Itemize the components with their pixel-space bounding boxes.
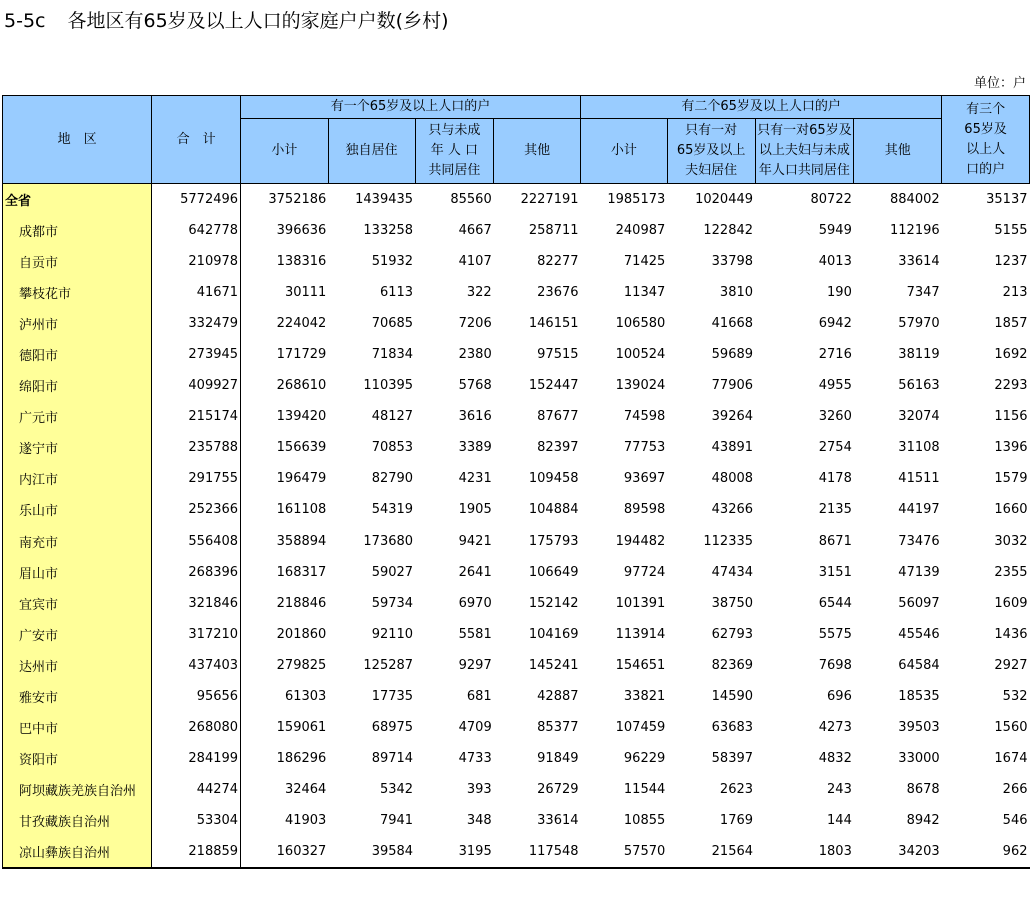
table-row bbox=[3, 588, 1030, 619]
value-cell: 44197 bbox=[898, 502, 940, 518]
region-name-cell: 达州市 bbox=[3, 650, 152, 681]
value-cell: 82369 bbox=[711, 657, 754, 673]
value-cell: 186296 bbox=[276, 750, 327, 766]
value-cell: 5342 bbox=[379, 781, 414, 797]
table-row bbox=[3, 339, 1030, 370]
value-cell: 3032 bbox=[994, 533, 1028, 549]
value-cell: 3752186 bbox=[268, 192, 327, 208]
value-cell: 5772496 bbox=[152, 184, 241, 216]
value-cell: 218846 bbox=[276, 595, 327, 611]
value-cell: 10855 bbox=[623, 812, 666, 828]
value-cell: 51932 bbox=[371, 254, 414, 270]
value-cell: 63683 bbox=[711, 719, 754, 735]
value-cell: 642778 bbox=[152, 215, 241, 246]
value-cell: 201860 bbox=[276, 626, 327, 642]
value-cell: 44274 bbox=[152, 774, 241, 805]
value-cell: 89598 bbox=[623, 502, 666, 518]
value-cell: 2135 bbox=[818, 502, 852, 518]
value-cell: 1857 bbox=[994, 316, 1028, 332]
value-cell: 6113 bbox=[379, 285, 414, 301]
header-two-other: 其他 bbox=[854, 119, 942, 184]
data-table bbox=[2, 95, 1030, 869]
value-cell: 80722 bbox=[810, 192, 852, 208]
value-cell: 33000 bbox=[898, 750, 940, 766]
value-cell: 100524 bbox=[615, 347, 666, 363]
value-cell: 104169 bbox=[528, 626, 579, 642]
value-cell: 1237 bbox=[994, 254, 1028, 270]
value-cell: 73476 bbox=[898, 533, 940, 549]
value-cell: 21564 bbox=[667, 836, 755, 868]
value-cell: 93697 bbox=[623, 471, 666, 487]
value-cell: 4178 bbox=[818, 471, 852, 487]
table-row bbox=[3, 805, 1030, 836]
value-cell: 139024 bbox=[615, 378, 666, 394]
value-cell: 85377 bbox=[537, 719, 579, 735]
table-row bbox=[3, 463, 1030, 494]
value-cell: 152142 bbox=[528, 595, 579, 611]
value-cell: 240987 bbox=[615, 223, 666, 239]
value-cell: 95656 bbox=[152, 681, 241, 712]
value-cell: 48008 bbox=[711, 471, 754, 487]
value-cell: 1396 bbox=[994, 440, 1028, 456]
value-cell: 32464 bbox=[284, 781, 327, 797]
value-cell: 82790 bbox=[371, 471, 414, 487]
value-cell: 224042 bbox=[276, 316, 327, 332]
header-two-elders: 有二个65岁及以上人口的户 bbox=[581, 96, 942, 119]
table-row bbox=[3, 743, 1030, 774]
table-row bbox=[3, 774, 1030, 805]
value-cell: 268610 bbox=[276, 378, 327, 394]
region-name-cell: 眉山市 bbox=[3, 557, 152, 588]
value-cell: 41511 bbox=[898, 471, 940, 487]
value-cell: 17735 bbox=[371, 688, 414, 704]
header-two-subtotal: 小计 bbox=[581, 119, 668, 184]
value-cell: 279825 bbox=[276, 657, 327, 673]
value-cell: 7941 bbox=[379, 812, 414, 828]
region-name-cell: 雅安市 bbox=[3, 681, 152, 712]
value-cell: 6970 bbox=[458, 595, 492, 611]
region-name-cell: 凉山彝族自治州 bbox=[3, 836, 152, 868]
header-one-other: 其他 bbox=[494, 119, 581, 184]
value-cell: 34203 bbox=[854, 836, 942, 868]
value-cell: 210978 bbox=[152, 246, 241, 277]
value-cell: 268080 bbox=[152, 712, 241, 743]
value-cell: 1156 bbox=[994, 409, 1028, 425]
value-cell: 47434 bbox=[711, 564, 754, 580]
value-cell: 133258 bbox=[363, 223, 414, 239]
region-name-cell: 内江市 bbox=[3, 463, 152, 494]
value-cell: 1436 bbox=[994, 626, 1028, 642]
table-row bbox=[3, 526, 1030, 557]
value-cell: 156639 bbox=[276, 440, 327, 456]
table-row bbox=[3, 681, 1030, 712]
value-cell: 1660 bbox=[994, 502, 1028, 518]
value-cell: 89714 bbox=[371, 750, 414, 766]
table-row bbox=[3, 494, 1030, 525]
value-cell: 77906 bbox=[711, 378, 754, 394]
table-row bbox=[3, 650, 1030, 681]
value-cell: 9297 bbox=[458, 657, 492, 673]
value-cell: 39264 bbox=[711, 409, 754, 425]
value-cell: 291755 bbox=[152, 463, 241, 494]
value-cell: 358894 bbox=[276, 533, 327, 549]
value-cell: 87677 bbox=[537, 409, 579, 425]
value-cell: 194482 bbox=[615, 533, 666, 549]
value-cell: 5581 bbox=[458, 626, 492, 642]
value-cell: 77753 bbox=[623, 440, 666, 456]
value-cell: 56097 bbox=[898, 595, 940, 611]
value-cell: 33798 bbox=[711, 254, 754, 270]
value-cell: 11544 bbox=[623, 781, 666, 797]
value-cell: 258711 bbox=[528, 223, 579, 239]
value-cell: 146151 bbox=[528, 316, 579, 332]
value-cell: 85560 bbox=[450, 192, 492, 208]
value-cell: 3195 bbox=[415, 836, 494, 868]
value-cell: 71834 bbox=[371, 347, 414, 363]
value-cell: 92110 bbox=[371, 626, 414, 642]
value-cell: 64584 bbox=[898, 657, 940, 673]
value-cell: 109458 bbox=[528, 471, 579, 487]
value-cell: 2716 bbox=[818, 347, 852, 363]
table-body bbox=[3, 184, 1030, 869]
value-cell: 284199 bbox=[152, 743, 241, 774]
value-cell: 139420 bbox=[276, 409, 327, 425]
value-cell: 268396 bbox=[152, 557, 241, 588]
value-cell: 409927 bbox=[152, 370, 241, 401]
value-cell: 190 bbox=[827, 285, 852, 301]
value-cell: 322 bbox=[466, 285, 492, 301]
value-cell: 173680 bbox=[363, 533, 414, 549]
value-cell: 3389 bbox=[458, 440, 492, 456]
value-cell: 138316 bbox=[276, 254, 327, 270]
table-row bbox=[3, 215, 1030, 246]
value-cell: 96229 bbox=[623, 750, 666, 766]
value-cell: 82397 bbox=[537, 440, 579, 456]
region-name-cell: 宜宾市 bbox=[3, 588, 152, 619]
region-name-cell: 广元市 bbox=[3, 401, 152, 432]
region-name-cell: 广安市 bbox=[3, 619, 152, 650]
value-cell: 112335 bbox=[703, 533, 754, 549]
value-cell: 252366 bbox=[152, 494, 241, 525]
value-cell: 1674 bbox=[994, 750, 1028, 766]
value-cell: 266 bbox=[1002, 781, 1028, 797]
value-cell: 235788 bbox=[152, 432, 241, 463]
header-region: 地 区 bbox=[3, 96, 152, 184]
value-cell: 546 bbox=[1002, 812, 1028, 828]
value-cell: 1769 bbox=[719, 812, 754, 828]
value-cell: 4013 bbox=[818, 254, 852, 270]
value-cell: 43891 bbox=[711, 440, 754, 456]
header-three-elders: 有三个 65岁及 以上人 口的户 bbox=[942, 96, 1030, 184]
table-row bbox=[3, 370, 1030, 401]
value-cell: 59027 bbox=[371, 564, 414, 580]
value-cell: 41671 bbox=[152, 277, 241, 308]
value-cell: 1803 bbox=[755, 836, 854, 868]
value-cell: 74598 bbox=[623, 409, 666, 425]
value-cell: 273945 bbox=[152, 339, 241, 370]
value-cell: 681 bbox=[466, 688, 492, 704]
region-name-cell: 攀枝花市 bbox=[3, 277, 152, 308]
value-cell: 218859 bbox=[152, 836, 241, 868]
value-cell: 97515 bbox=[537, 347, 579, 363]
value-cell: 196479 bbox=[276, 471, 327, 487]
value-cell: 4107 bbox=[458, 254, 492, 270]
region-name-cell: 成都市 bbox=[3, 215, 152, 246]
header-one-elder: 有一个65岁及以上人口的户 bbox=[241, 96, 581, 119]
value-cell: 4709 bbox=[458, 719, 492, 735]
value-cell: 112196 bbox=[890, 223, 940, 239]
value-cell: 2641 bbox=[458, 564, 492, 580]
value-cell: 11347 bbox=[623, 285, 666, 301]
value-cell: 2623 bbox=[719, 781, 754, 797]
value-cell: 1609 bbox=[994, 595, 1028, 611]
header-total: 合 计 bbox=[152, 96, 241, 184]
value-cell: 1020449 bbox=[695, 192, 754, 208]
value-cell: 97724 bbox=[623, 564, 666, 580]
value-cell: 159061 bbox=[276, 719, 327, 735]
value-cell: 45546 bbox=[898, 626, 940, 642]
value-cell: 54319 bbox=[371, 502, 414, 518]
value-cell: 101391 bbox=[615, 595, 666, 611]
value-cell: 82277 bbox=[537, 254, 579, 270]
value-cell: 1692 bbox=[994, 347, 1028, 363]
value-cell: 243 bbox=[827, 781, 852, 797]
value-cell: 106580 bbox=[615, 316, 666, 332]
value-cell: 7347 bbox=[906, 285, 940, 301]
value-cell: 332479 bbox=[152, 308, 241, 339]
value-cell: 145241 bbox=[528, 657, 579, 673]
value-cell: 91849 bbox=[537, 750, 579, 766]
value-cell: 5575 bbox=[818, 626, 852, 642]
value-cell: 1560 bbox=[994, 719, 1028, 735]
value-cell: 4231 bbox=[458, 471, 492, 487]
value-cell: 7206 bbox=[458, 316, 492, 332]
table-row bbox=[3, 308, 1030, 339]
value-cell: 7698 bbox=[818, 657, 852, 673]
value-cell: 33614 bbox=[537, 812, 579, 828]
value-cell: 2293 bbox=[994, 378, 1028, 394]
table-row bbox=[3, 246, 1030, 277]
region-name-cell: 南充市 bbox=[3, 526, 152, 557]
value-cell: 3616 bbox=[458, 409, 492, 425]
value-cell: 43266 bbox=[711, 502, 754, 518]
value-cell: 39584 bbox=[328, 836, 415, 868]
value-cell: 213 bbox=[1002, 285, 1028, 301]
value-cell: 215174 bbox=[152, 401, 241, 432]
value-cell: 104884 bbox=[528, 502, 579, 518]
region-name-cell: 乐山市 bbox=[3, 494, 152, 525]
value-cell: 4955 bbox=[818, 378, 852, 394]
value-cell: 5155 bbox=[994, 223, 1028, 239]
value-cell: 396636 bbox=[276, 223, 327, 239]
value-cell: 48127 bbox=[371, 409, 414, 425]
region-name-cell: 阿坝藏族羌族自治州 bbox=[3, 774, 152, 805]
value-cell: 33614 bbox=[898, 254, 940, 270]
value-cell: 532 bbox=[1002, 688, 1028, 704]
value-cell: 2227191 bbox=[520, 192, 579, 208]
value-cell: 160327 bbox=[241, 836, 329, 868]
value-cell: 321846 bbox=[152, 588, 241, 619]
table-header bbox=[3, 96, 1030, 184]
header-one-subtotal: 小计 bbox=[241, 119, 329, 184]
value-cell: 71425 bbox=[623, 254, 666, 270]
value-cell: 8942 bbox=[906, 812, 940, 828]
page-title bbox=[4, 6, 449, 33]
table-row bbox=[3, 401, 1030, 432]
value-cell: 556408 bbox=[152, 526, 241, 557]
value-cell: 41903 bbox=[284, 812, 327, 828]
table-row bbox=[3, 557, 1030, 588]
value-cell: 4667 bbox=[458, 223, 492, 239]
table-row bbox=[3, 277, 1030, 308]
header-two-couple: 只有一对 65岁及以上 夫妇居住 bbox=[667, 119, 755, 184]
value-cell: 113914 bbox=[615, 626, 666, 642]
value-cell: 2927 bbox=[994, 657, 1028, 673]
header-two-couple-minor: 只有一对65岁及 以上夫妇与未成 年人口共同居住 bbox=[755, 119, 854, 184]
value-cell: 41668 bbox=[711, 316, 754, 332]
value-cell: 53304 bbox=[152, 805, 241, 836]
value-cell: 122842 bbox=[703, 223, 754, 239]
value-cell: 1905 bbox=[458, 502, 492, 518]
value-cell: 70853 bbox=[371, 440, 414, 456]
value-cell: 3151 bbox=[818, 564, 852, 580]
value-cell: 8678 bbox=[906, 781, 940, 797]
region-name-cell: 遂宁市 bbox=[3, 432, 152, 463]
value-cell: 35137 bbox=[986, 192, 1028, 208]
region-name-cell: 自贡市 bbox=[3, 246, 152, 277]
value-cell: 6544 bbox=[818, 595, 852, 611]
value-cell: 57570 bbox=[581, 836, 668, 868]
value-cell: 47139 bbox=[898, 564, 940, 580]
value-cell: 61303 bbox=[284, 688, 327, 704]
value-cell: 32074 bbox=[898, 409, 940, 425]
value-cell: 30111 bbox=[284, 285, 327, 301]
value-cell: 68975 bbox=[371, 719, 414, 735]
region-name-cell: 全省 bbox=[3, 184, 152, 216]
value-cell: 2355 bbox=[994, 564, 1028, 580]
value-cell: 2754 bbox=[818, 440, 852, 456]
value-cell: 1985173 bbox=[607, 192, 666, 208]
value-cell: 57970 bbox=[898, 316, 940, 332]
value-cell: 125287 bbox=[363, 657, 414, 673]
value-cell: 58397 bbox=[711, 750, 754, 766]
value-cell: 171729 bbox=[276, 347, 327, 363]
value-cell: 107459 bbox=[615, 719, 666, 735]
value-cell: 59734 bbox=[371, 595, 414, 611]
region-name-cell: 甘孜藏族自治州 bbox=[3, 805, 152, 836]
header-one-alone: 独自居住 bbox=[328, 119, 415, 184]
table-row bbox=[3, 619, 1030, 650]
value-cell: 14590 bbox=[711, 688, 754, 704]
value-cell: 9421 bbox=[458, 533, 492, 549]
unit-label: 单位：户 bbox=[973, 76, 1026, 91]
value-cell: 56163 bbox=[898, 378, 940, 394]
value-cell: 38750 bbox=[711, 595, 754, 611]
value-cell: 31108 bbox=[898, 440, 940, 456]
value-cell: 18535 bbox=[898, 688, 940, 704]
value-cell: 1579 bbox=[994, 471, 1028, 487]
region-name-cell: 德阳市 bbox=[3, 339, 152, 370]
region-name-cell: 资阳市 bbox=[3, 743, 152, 774]
value-cell: 59689 bbox=[711, 347, 754, 363]
region-name-cell: 巴中市 bbox=[3, 712, 152, 743]
value-cell: 23676 bbox=[537, 285, 579, 301]
value-cell: 42887 bbox=[537, 688, 579, 704]
value-cell: 26729 bbox=[537, 781, 579, 797]
value-cell: 437403 bbox=[152, 650, 241, 681]
value-cell: 175793 bbox=[528, 533, 579, 549]
value-cell: 317210 bbox=[152, 619, 241, 650]
value-cell: 5768 bbox=[458, 378, 492, 394]
value-cell: 3810 bbox=[719, 285, 754, 301]
region-name-cell: 绵阳市 bbox=[3, 370, 152, 401]
value-cell: 884002 bbox=[890, 192, 940, 208]
value-cell: 33821 bbox=[623, 688, 666, 704]
table-row-province-total bbox=[3, 184, 1030, 216]
value-cell: 393 bbox=[466, 781, 492, 797]
table-row bbox=[3, 836, 1030, 868]
value-cell: 696 bbox=[827, 688, 852, 704]
value-cell: 39503 bbox=[898, 719, 940, 735]
value-cell: 38119 bbox=[898, 347, 940, 363]
header-one-with-minor: 只与未成 年 人 口 共同居住 bbox=[415, 119, 494, 184]
value-cell: 110395 bbox=[363, 378, 414, 394]
value-cell: 348 bbox=[466, 812, 492, 828]
value-cell: 62793 bbox=[711, 626, 754, 642]
value-cell: 1439435 bbox=[355, 192, 414, 208]
table-title: 各地区有65岁及以上人口的家庭户户数(乡村) bbox=[67, 10, 449, 32]
value-cell: 6942 bbox=[818, 316, 852, 332]
value-cell: 70685 bbox=[371, 316, 414, 332]
table-row bbox=[3, 712, 1030, 743]
region-name-cell: 泸州市 bbox=[3, 308, 152, 339]
value-cell: 106649 bbox=[528, 564, 579, 580]
value-cell: 962 bbox=[942, 836, 1030, 868]
value-cell: 4733 bbox=[458, 750, 492, 766]
value-cell: 4832 bbox=[818, 750, 852, 766]
value-cell: 154651 bbox=[615, 657, 666, 673]
value-cell: 3260 bbox=[818, 409, 852, 425]
table-row bbox=[3, 432, 1030, 463]
value-cell: 2380 bbox=[458, 347, 492, 363]
value-cell: 8671 bbox=[818, 533, 852, 549]
value-cell: 152447 bbox=[528, 378, 579, 394]
value-cell: 5949 bbox=[818, 223, 852, 239]
table-code: 5-5c bbox=[4, 10, 46, 32]
value-cell: 144 bbox=[827, 812, 852, 828]
value-cell: 168317 bbox=[276, 564, 327, 580]
value-cell: 4273 bbox=[818, 719, 852, 735]
value-cell: 117548 bbox=[494, 836, 581, 868]
value-cell: 161108 bbox=[276, 502, 327, 518]
